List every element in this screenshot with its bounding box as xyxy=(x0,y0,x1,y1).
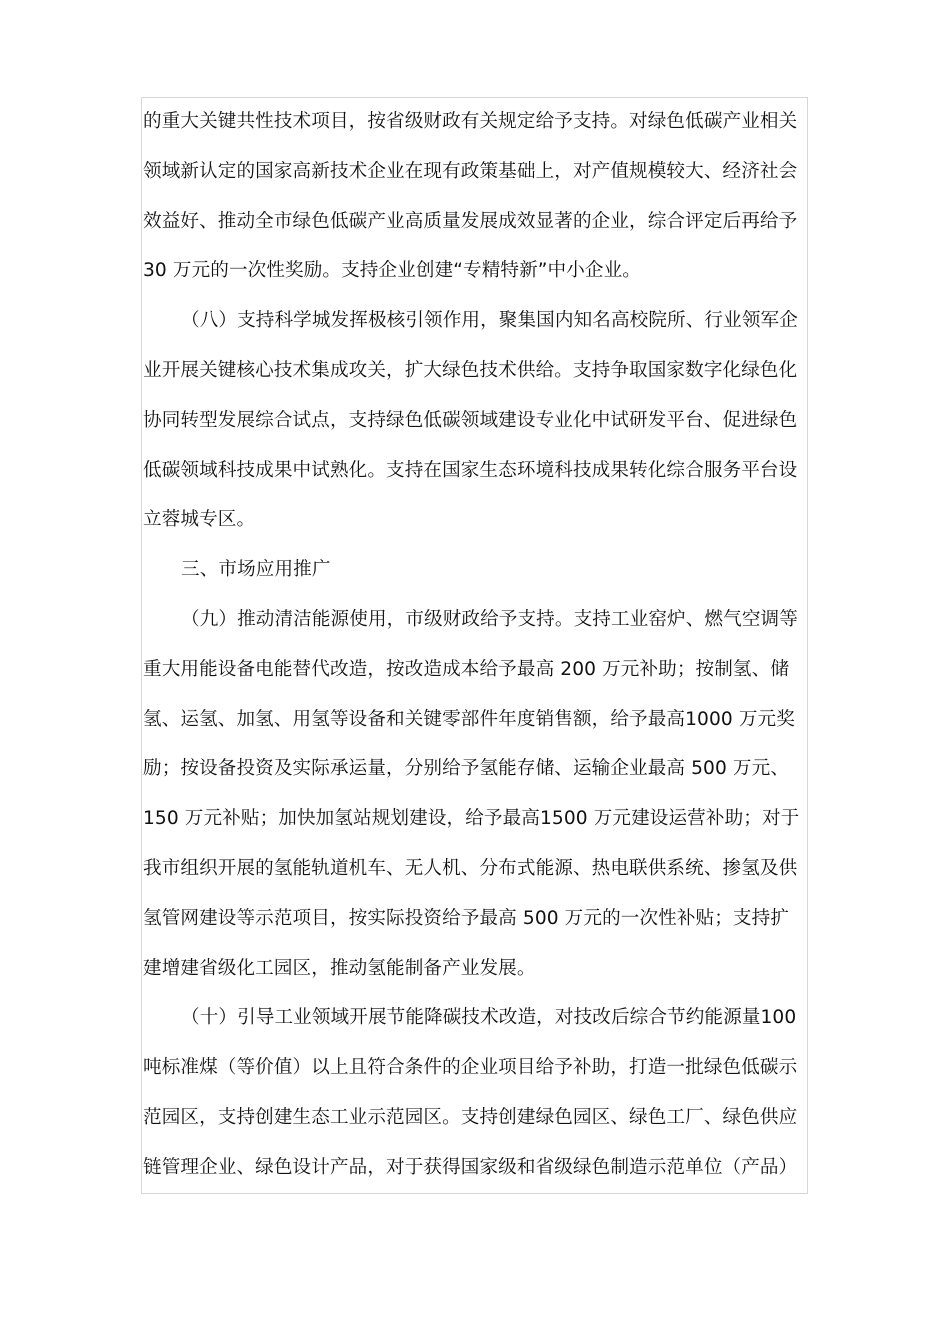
paragraph-line: 领域新认定的国家高新技术企业在现有政策基础上，对产值规模较大、经济社会 xyxy=(143,160,798,182)
section-heading: 三、市场应用推广 xyxy=(181,559,331,581)
paragraph-line: 链管理企业、绿色设计产品，对于获得国家级和省级绿色制造示范单位（产品） xyxy=(143,1156,798,1178)
paragraph-line: 我市组织开展的氢能轨道机车、无人机、分布式能源、热电联供系统、掺氢及供 xyxy=(143,857,798,879)
paragraph-line: 30 万元的一次性奖励。支持企业创建“专精特新”中小企业。 xyxy=(143,260,641,282)
paragraph-line: 建增建省级化工园区，推动氢能制备产业发展。 xyxy=(143,957,536,979)
paragraph-line: 重大用能设备电能替代改造，按改造成本给予最高 200 万元补助；按制氢、储 xyxy=(143,658,790,680)
document-body xyxy=(143,97,823,1193)
paragraph-line: 励；按设备投资及实际承运量，分别给予氢能存储、运输企业最高 500 万元、 xyxy=(143,758,790,780)
paragraph-line: 的重大关键共性技术项目，按省级财政有关规定给予支持。对绿色低碳产业相关 xyxy=(143,111,798,132)
paragraph-line: 协同转型发展综合试点，支持绿色低碳领域建设专业化中试研发平台、促进绿色 xyxy=(143,409,798,431)
paragraph-line: 立蓉城专区。 xyxy=(143,509,256,531)
paragraph-line: （九）推动清洁能源使用，市级财政给予支持。支持工业窑炉、燃气空调等 xyxy=(181,608,798,630)
paragraph-line: 范园区，支持创建生态工业示范园区。支持创建绿色园区、绿色工厂、绿色供应 xyxy=(143,1106,798,1128)
paragraph-line: 吨标准煤（等价值）以上且符合条件的企业项目给予补助，打造一批绿色低碳示 xyxy=(143,1057,798,1079)
paragraph-line: 氢、运氢、加氢、用氢等设备和关键零部件年度销售额，给予最高1000 万元奖 xyxy=(143,708,795,730)
paragraph-line: 低碳领域科技成果中试熟化。支持在国家生态环境科技成果转化综合服务平台设 xyxy=(143,459,798,481)
paragraph-line: （十）引导工业领域开展节能降碳技术改造，对技改后综合节约能源量100 xyxy=(181,1007,797,1029)
paragraph-line: 业开展关键核心技术集成攻关，扩大绿色技术供给。支持争取国家数字化绿色化 xyxy=(143,359,798,381)
paragraph-line: 150 万元补贴；加快加氢站规划建设，给予最高1500 万元建设运营补助；对于 xyxy=(143,808,800,830)
paragraph-line: （八）支持科学城发挥极核引领作用，聚集国内知名高校院所、行业领军企 xyxy=(181,310,798,332)
paragraph-line: 效益好、推动全市绿色低碳产业高质量发展成效显著的企业，综合评定后再给予 xyxy=(143,210,798,232)
paragraph-line: 氢管网建设等示范项目，按实际投资给予最高 500 万元的一次性补贴；支持扩 xyxy=(143,907,790,929)
